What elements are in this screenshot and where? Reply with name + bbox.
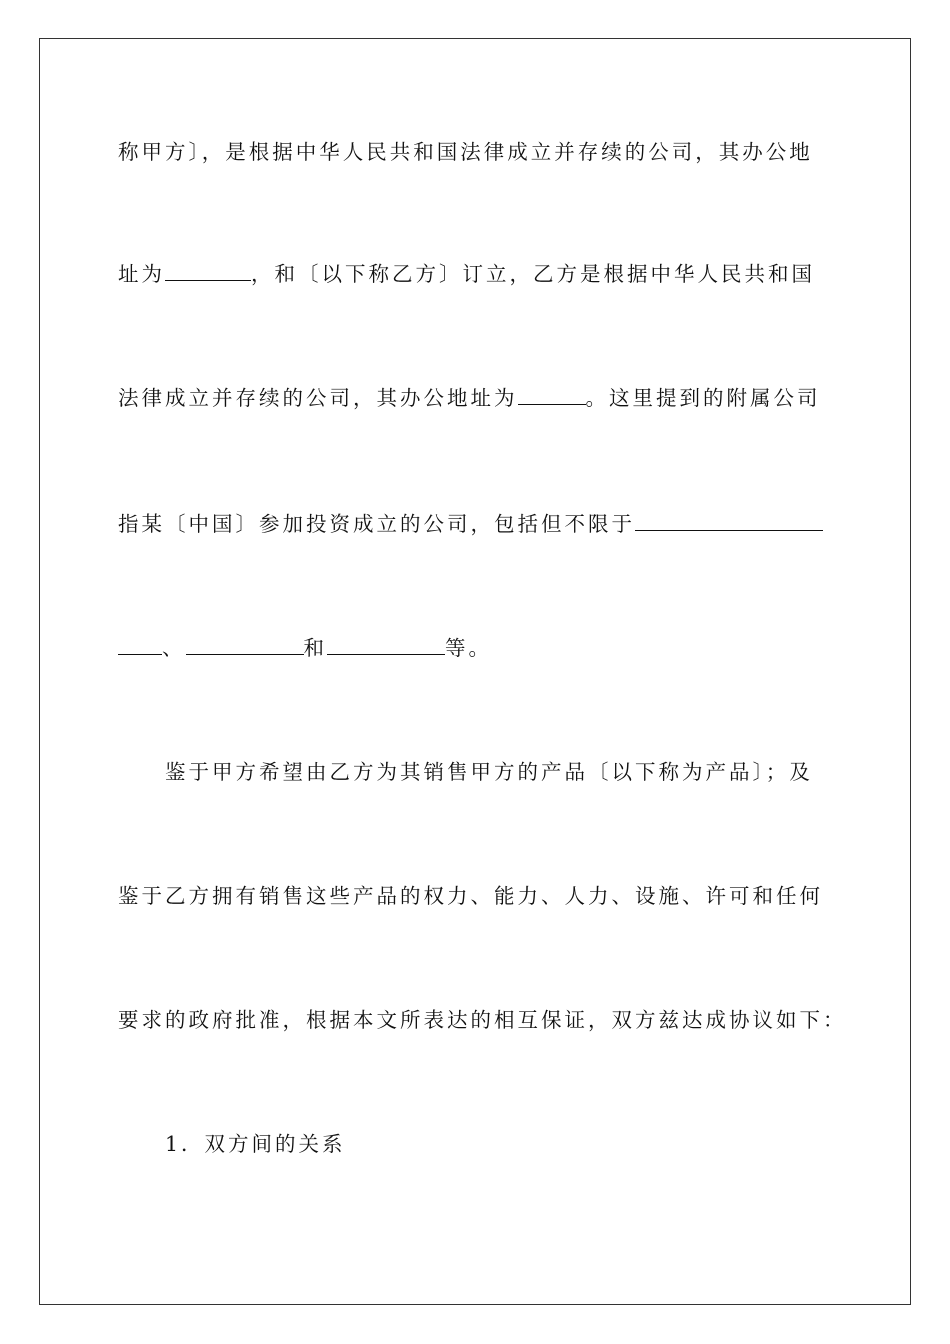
line-2-text-b: ，和〔以下称乙方〕订立，乙方是根据中华人民共和国	[251, 262, 815, 286]
fill-in-blank	[165, 260, 251, 281]
fill-in-blank	[186, 634, 304, 655]
fill-in-blank	[518, 384, 586, 405]
fill-in-blank	[635, 510, 823, 531]
section-heading-text: 1．双方间的关系	[165, 1132, 346, 1156]
line-5-and: 和	[303, 636, 327, 660]
line-7-text: 鉴于乙方拥有销售这些产品的权力、能力、人力、设施、许可和任何	[118, 884, 823, 908]
fill-in-blank	[118, 634, 162, 655]
paragraph-line-5	[118, 634, 838, 662]
section-heading	[165, 1130, 885, 1158]
paragraph-line-6	[165, 758, 845, 786]
page-border	[39, 38, 911, 1305]
line-2-text-a: 址为	[118, 262, 165, 286]
paragraph-line-4	[118, 510, 838, 538]
line-8-text: 要求的政府批准，根据本文所表达的相互保证，双方兹达成协议如下：	[118, 1008, 847, 1032]
paragraph-line-7	[118, 882, 838, 910]
line-4-text: 指某〔中国〕参加投资成立的公司，包括但不限于	[118, 512, 635, 536]
line-6-text: 鉴于甲方希望由乙方为其销售甲方的产品〔以下称为产品〕；及	[165, 760, 813, 784]
paragraph-line-2	[118, 260, 838, 288]
line-1-text: 称甲方〕，是根据中华人民共和国法律成立并存续的公司，其办公地	[118, 140, 813, 164]
line-5-sep: 、	[162, 636, 186, 660]
paragraph-line-1	[118, 138, 838, 166]
paragraph-line-8	[118, 1006, 858, 1034]
line-3-text-b: 。这里提到的附属公司	[585, 386, 821, 410]
line-5-end: 等。	[445, 636, 492, 660]
fill-in-blank	[327, 634, 445, 655]
line-3-text-a: 法律成立并存续的公司，其办公地址为	[118, 386, 518, 410]
paragraph-line-3	[118, 384, 838, 412]
